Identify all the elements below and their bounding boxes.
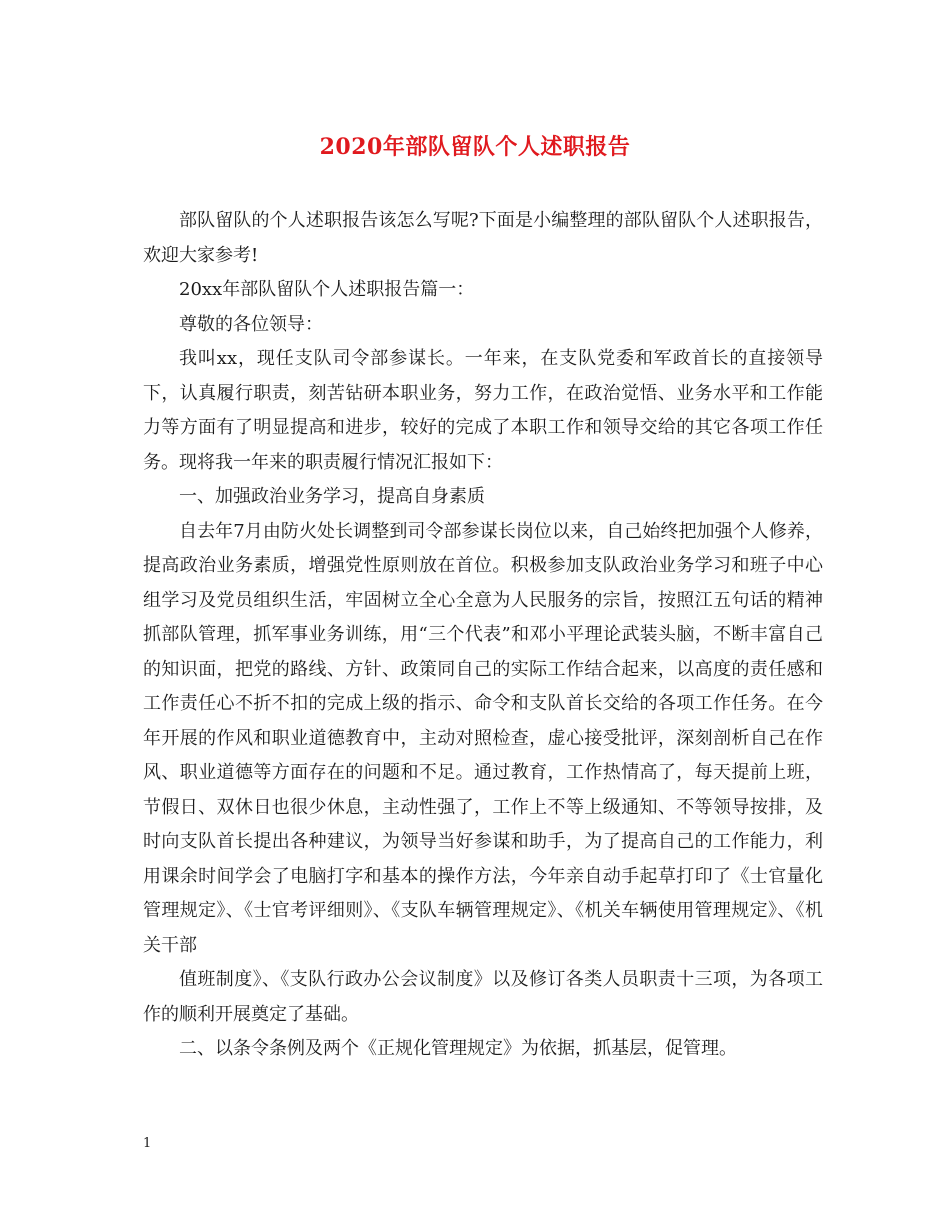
- document-title: 2020年部队留队个人述职报告: [319, 134, 631, 160]
- document-body: [143, 204, 823, 1067]
- paragraph-study-details-continued: 值班制度》、《支队行政办公会议制度》以及修订各类人员职责十三项，为各项工作的顺利开展奠定了基础。: [143, 969, 823, 1025]
- page-number: 1: [143, 1136, 152, 1151]
- paragraph-study-details: 自去年7月由防火处长调整到司令部参谋长岗位以来，自己始终把加强个人修养，提高政治业务素质，增强党性原则放在首位。积极参加支队政治业务学习和班子中心组学习及党员组织生活，牢固树立全心全意为人民服务的宗旨，按照江五句话的精神抓部队管理，抓军事业务训练，用“三个代表”和邓小平理论武装头脑，不断丰富自己的知识面，把党的路线、方针、政策同自己的实际工作结合起来，以高度的责任感和工作责任心不折不扣的完成上级的指示、命令和支队首长交给的各项工作任务。在今年开展的作风和职业道德教育中，主动对照检查，虚心接受批评，深刻剖析自己在作风、职业道德等方面存在的问题和不足。通过教育，工作热情高了，每天提前上班，节假日、双休日也很少休息，主动性强了，工作上不等上级通知、不等领导按排，及时向支队首长提出各种建议，为领导当好参谋和助手，为了提高自己的工作能力，利用课余时间学会了电脑打字和基本的操作方法，今年亲自动手起草打印了《士官量化管理规定》、《士官考评细则》、《支队车辆管理规定》、《机关车辆使用管理规定》、《机关干部: [143, 520, 823, 956]
- paragraph-self-introduction: 我叫xx，现任支队司令部参谋长。一年来，在支队党委和军政首长的直接领导下，认真履行职责，刻苦钻研本职业务，努力工作，在政治觉悟、业务水平和工作能力等方面有了明显提高和进步，较好的完成了本职工作和领导交给的其它各项工作任务。现将我一年来的职责履行情况汇报如下：: [143, 348, 823, 473]
- paragraph-section-heading: 20xx年部队留队个人述职报告篇一：: [179, 279, 475, 300]
- paragraph-heading-two: 二、以条令条例及两个《正规化管理规定》为依据，抓基层，促管理。: [179, 1038, 737, 1059]
- paragraph-heading-one: 一、加强政治业务学习，提高自身素质: [179, 486, 485, 507]
- paragraph-intro: 部队留队的个人述职报告该怎么写呢?下面是小编整理的部队留队个人述职报告，欢迎大家参考!: [143, 210, 823, 266]
- paragraph-salutation: 尊敬的各位领导：: [179, 313, 323, 335]
